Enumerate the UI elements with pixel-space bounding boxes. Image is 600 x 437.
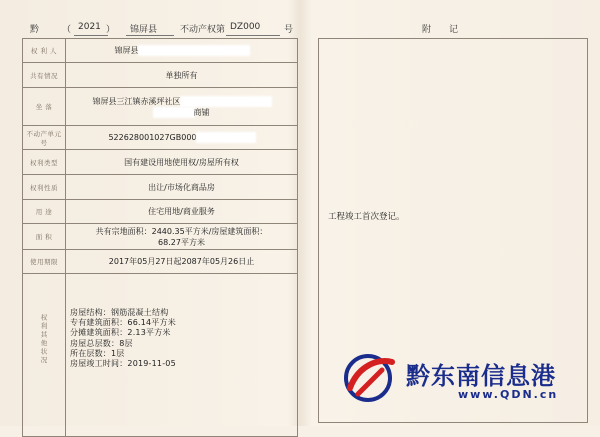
term-label: 使用期限 [23, 250, 66, 274]
co-ownership-label: 共有情况 [23, 63, 66, 88]
header-cert-word: 不动产权第 [180, 25, 226, 35]
co-ownership-value: 单独所有 [66, 63, 298, 88]
redaction [197, 133, 255, 142]
owner-text: 锦屏县 [114, 46, 139, 55]
other-label: 权利其他状况 [39, 313, 48, 365]
term-value: 2017年05月27日起2087年05月26日止 [66, 250, 298, 274]
location-value [66, 88, 298, 126]
year-underline [74, 35, 108, 36]
other-line: 专有建筑面积：66.14平方米 [70, 318, 176, 328]
row-co-ownership [23, 63, 298, 88]
redaction [181, 97, 271, 106]
watermark-url: www.QDN.cn [458, 388, 559, 401]
row-right-type [23, 150, 298, 175]
number-underline [226, 35, 280, 36]
row-unit-no [23, 126, 298, 150]
area-value [66, 224, 298, 250]
unit-no-text: 522628001027GB000 [108, 133, 197, 142]
row-usage [23, 200, 298, 224]
other-label-cell [23, 274, 66, 437]
right-nature-value: 出让/市场化商品房 [66, 175, 298, 200]
other-line: 房屋竣工时间：2019-11-05 [70, 359, 176, 369]
area-line1: 共有宗地面积：2440.35平方米/房屋建筑面积： [95, 226, 268, 236]
other-value [66, 274, 298, 437]
location-label: 坐 落 [23, 88, 66, 126]
owner-value [66, 39, 298, 63]
right-nature-label: 权利性质 [23, 175, 66, 200]
header-number: DZ000 [230, 22, 261, 32]
redaction [154, 108, 194, 117]
area-line2: 68.27平方米 [158, 237, 205, 247]
redaction [139, 46, 249, 55]
row-other [23, 274, 298, 437]
watermark-logo-icon [338, 348, 400, 408]
usage-value: 住宅用地/商业服务 [66, 200, 298, 224]
header-suffix: 号 [284, 25, 294, 35]
watermark-text: 黔东南信息港 [406, 361, 556, 390]
row-location [23, 88, 298, 126]
other-line: 分摊建筑面积：2.13平方米 [70, 328, 171, 338]
other-line: 所在层数：1层 [70, 348, 125, 358]
location-line1: 锦屏县三江镇赤溪坪社区 [92, 96, 181, 106]
area-label: 面 积 [23, 224, 66, 250]
owner-label: 权 利 人 [23, 39, 66, 63]
row-right-nature [23, 175, 298, 200]
usage-label: 用 途 [23, 200, 66, 224]
right-type-label: 权利类型 [23, 150, 66, 175]
header-year: 2021 [78, 22, 101, 32]
row-area [23, 224, 298, 250]
left-page [22, 0, 298, 426]
site-watermark [338, 348, 588, 408]
header-lparen: （ [62, 25, 72, 35]
certificate-table [22, 38, 298, 437]
right-type-value: 国有建设用地使用权/房屋所有权 [66, 150, 298, 175]
header-rparen: ） [106, 25, 116, 35]
row-term [23, 250, 298, 274]
annex-title: 附记 [422, 25, 477, 35]
other-line: 房屋总层数：8层 [70, 338, 133, 348]
header-prefix: 黔 [30, 25, 40, 35]
certificate-header [22, 22, 298, 38]
location-line2: 商铺 [193, 107, 210, 117]
annex-note: 工程竣工首次登记。 [328, 212, 405, 222]
row-owner [23, 39, 298, 63]
unit-no-label: 不动产单元号 [23, 126, 66, 150]
unit-no-value [66, 126, 298, 150]
other-line: 房屋结构：钢筋混凝土结构 [70, 308, 169, 317]
header-county: 锦屏县 [130, 25, 158, 35]
county-underline [126, 35, 174, 36]
